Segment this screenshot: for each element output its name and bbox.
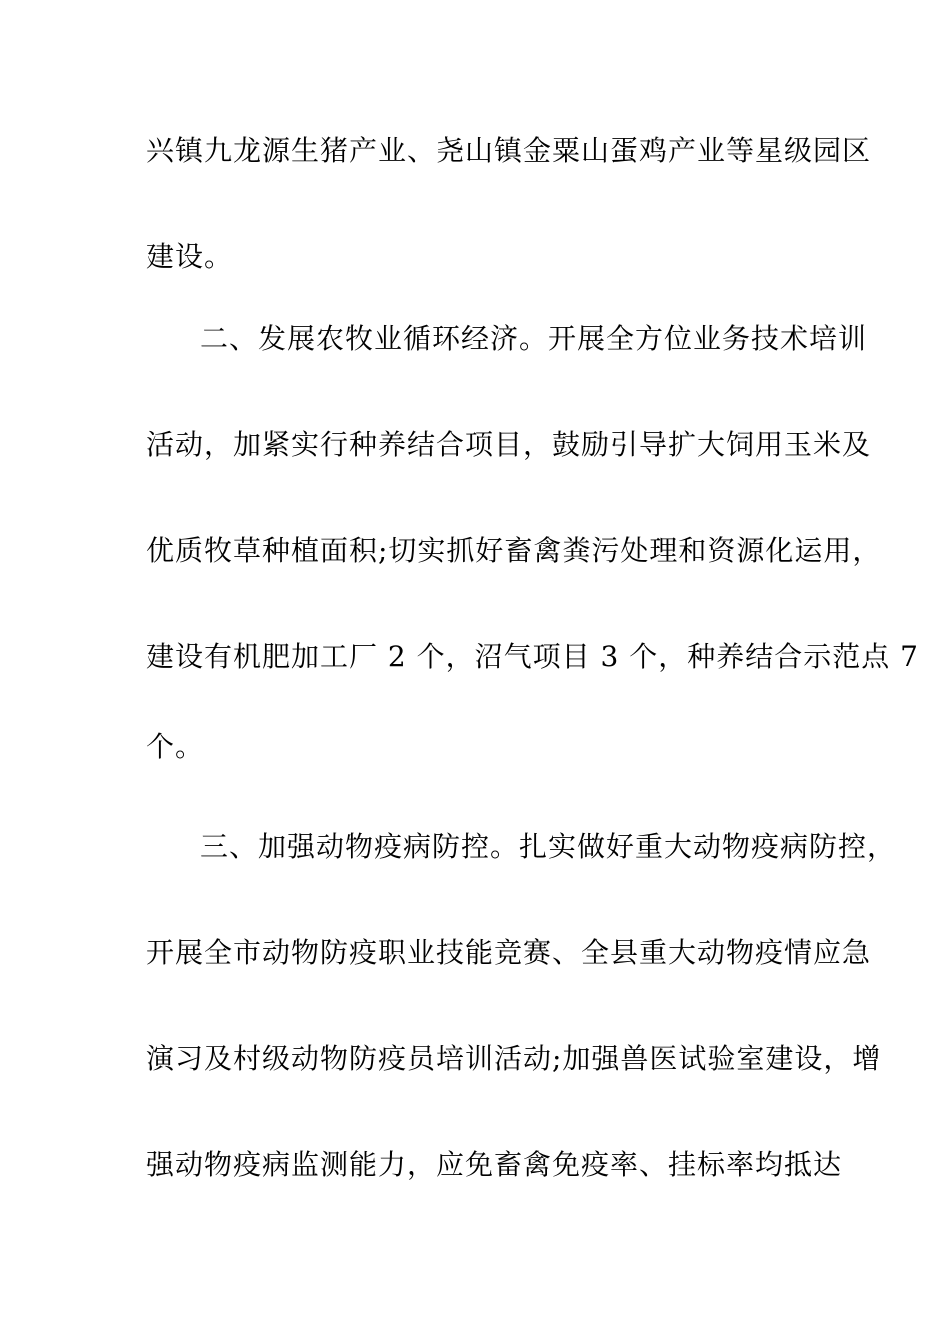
paragraph-line: 个。	[146, 730, 205, 763]
section-heading-line: 二、发展农牧业循环经济。开展全方位业务技术培训	[200, 322, 868, 355]
paragraph-line: 演习及村级动物防疫员培训活动;加强兽医试验室建设，增	[146, 1042, 882, 1075]
paragraph-line: 活动，加紧实行种养结合项目，鼓励引导扩大饲用玉米及	[146, 428, 872, 461]
paragraph-line: 开展全市动物防疫职业技能竞赛、全县重大动物疫情应急	[146, 936, 872, 969]
paragraph-line: 建设有机肥加工厂 2 个，沼气项目 3 个，种养结合示范点 7	[146, 640, 919, 673]
paragraph-line: 强动物疫病监测能力，应免畜禽免疫率、挂标率均抵达	[146, 1148, 843, 1181]
paragraph-line: 优质牧草种植面积;切实抓好畜禽粪污处理和资源化运用，	[146, 534, 882, 567]
paragraph-line: 兴镇九龙源生猪产业、尧山镇金粟山蛋鸡产业等星级园区	[146, 134, 872, 167]
section-heading-line: 三、加强动物疫病防控。扎实做好重大动物疫病防控，	[200, 830, 897, 863]
paragraph-line: 建设。	[146, 240, 234, 273]
